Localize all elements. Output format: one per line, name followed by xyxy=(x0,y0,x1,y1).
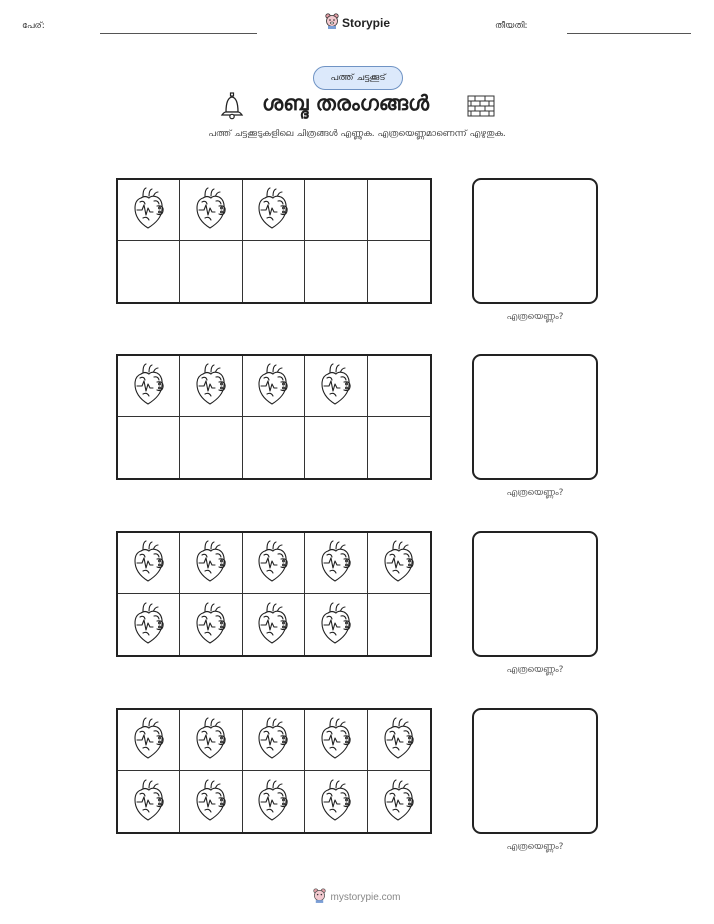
anatomical-heart-icon xyxy=(318,362,354,410)
ten-frame-cell xyxy=(118,771,180,832)
ten-frame-cell xyxy=(305,180,367,241)
answer-box[interactable] xyxy=(472,531,598,657)
ten-frame-cell xyxy=(368,417,430,478)
anatomical-heart-icon xyxy=(131,716,167,764)
anatomical-heart-icon xyxy=(381,716,417,764)
ten-frame-cell xyxy=(305,594,367,655)
ten-frame xyxy=(116,531,432,657)
ten-frame-cell xyxy=(118,533,180,594)
ten-frame-cell xyxy=(368,771,430,832)
ten-frame-cell xyxy=(368,533,430,594)
answer-box[interactable] xyxy=(472,708,598,834)
ten-frame-cell xyxy=(180,241,242,302)
ten-frame-cell xyxy=(305,533,367,594)
ten-frame-cell xyxy=(180,180,242,241)
answer-box[interactable] xyxy=(472,354,598,480)
anatomical-heart-icon xyxy=(255,601,291,649)
ten-frame-cell xyxy=(118,710,180,771)
answer-question-label: എത്രയെണ്ണം? xyxy=(506,312,564,322)
brand-logo xyxy=(325,13,390,33)
ten-frame-cell xyxy=(180,594,242,655)
ten-frame xyxy=(116,178,432,304)
ten-frame-cell xyxy=(118,356,180,417)
bear-mascot-icon xyxy=(325,13,339,33)
page-title: ശബ്ദ തരംഗങ്ങൾ xyxy=(262,91,430,115)
anatomical-heart-icon xyxy=(255,778,291,826)
answer-box[interactable] xyxy=(472,178,598,304)
ten-frame-cell xyxy=(243,356,305,417)
ten-frame-cell xyxy=(243,594,305,655)
ten-frame-cell xyxy=(180,771,242,832)
ten-frame-cell xyxy=(368,710,430,771)
anatomical-heart-icon xyxy=(193,186,229,234)
answer-question-label: എത്രയെണ്ണം? xyxy=(506,488,564,498)
anatomical-heart-icon xyxy=(193,716,229,764)
anatomical-heart-icon xyxy=(255,362,291,410)
footer-url[interactable]: mystorypie.com xyxy=(330,891,401,903)
answer-question-label: എത്രയെണ്ണം? xyxy=(506,842,564,852)
anatomical-heart-icon xyxy=(381,539,417,587)
anatomical-heart-icon xyxy=(131,186,167,234)
ten-frame-cell xyxy=(243,771,305,832)
answer-question-label: എത്രയെണ്ണം? xyxy=(506,665,564,675)
ten-frame-cell xyxy=(368,180,430,241)
bell-icon xyxy=(220,92,244,124)
ten-frame-cell xyxy=(305,417,367,478)
bear-mascot-icon xyxy=(313,888,326,906)
ten-frame-cell xyxy=(118,594,180,655)
anatomical-heart-icon xyxy=(255,186,291,234)
brand-name: Storypie xyxy=(342,16,391,30)
anatomical-heart-icon xyxy=(255,716,291,764)
anatomical-heart-icon xyxy=(318,601,354,649)
anatomical-heart-icon xyxy=(193,778,229,826)
ten-frame-cell xyxy=(368,356,430,417)
name-label: പേര്: xyxy=(22,21,45,31)
ten-frame-cell xyxy=(118,180,180,241)
anatomical-heart-icon xyxy=(193,362,229,410)
ten-frame-cell xyxy=(305,356,367,417)
name-line[interactable] xyxy=(100,33,257,34)
instructions: പത്ത് ചട്ടക്കൂടുകളിലെ ചിത്രങ്ങൾ എണ്ണുക. എത്രയെണ്ണമാണെന്ന് എഴുതുക. xyxy=(208,129,506,139)
date-label: തീയതി: xyxy=(495,21,528,31)
anatomical-heart-icon xyxy=(318,778,354,826)
anatomical-heart-icon xyxy=(131,362,167,410)
ten-frame xyxy=(116,708,432,834)
ten-frame-cell xyxy=(243,180,305,241)
anatomical-heart-icon xyxy=(255,539,291,587)
date-line[interactable] xyxy=(567,33,691,34)
ten-frame-cell xyxy=(180,710,242,771)
anatomical-heart-icon xyxy=(193,539,229,587)
anatomical-heart-icon xyxy=(318,716,354,764)
brick-wall-icon xyxy=(467,95,495,121)
anatomical-heart-icon xyxy=(131,778,167,826)
ten-frame-cell xyxy=(180,533,242,594)
ten-frame-cell xyxy=(368,241,430,302)
ten-frame-cell xyxy=(243,241,305,302)
anatomical-heart-icon xyxy=(318,539,354,587)
ten-frame-cell xyxy=(305,241,367,302)
ten-frame-cell xyxy=(118,241,180,302)
ten-frame-cell xyxy=(243,710,305,771)
ten-frame-cell xyxy=(180,417,242,478)
ten-frame-cell xyxy=(118,417,180,478)
ten-frame xyxy=(116,354,432,480)
ten-frame-cell xyxy=(180,356,242,417)
ten-frame-cell xyxy=(243,533,305,594)
ten-frame-cell xyxy=(243,417,305,478)
worksheet-type-badge: പത്ത് ചട്ടക്കൂട് xyxy=(313,66,403,90)
anatomical-heart-icon xyxy=(131,539,167,587)
footer xyxy=(0,888,714,906)
anatomical-heart-icon xyxy=(381,778,417,826)
ten-frame-cell xyxy=(305,771,367,832)
ten-frame-cell xyxy=(368,594,430,655)
anatomical-heart-icon xyxy=(193,601,229,649)
anatomical-heart-icon xyxy=(131,601,167,649)
ten-frame-cell xyxy=(305,710,367,771)
